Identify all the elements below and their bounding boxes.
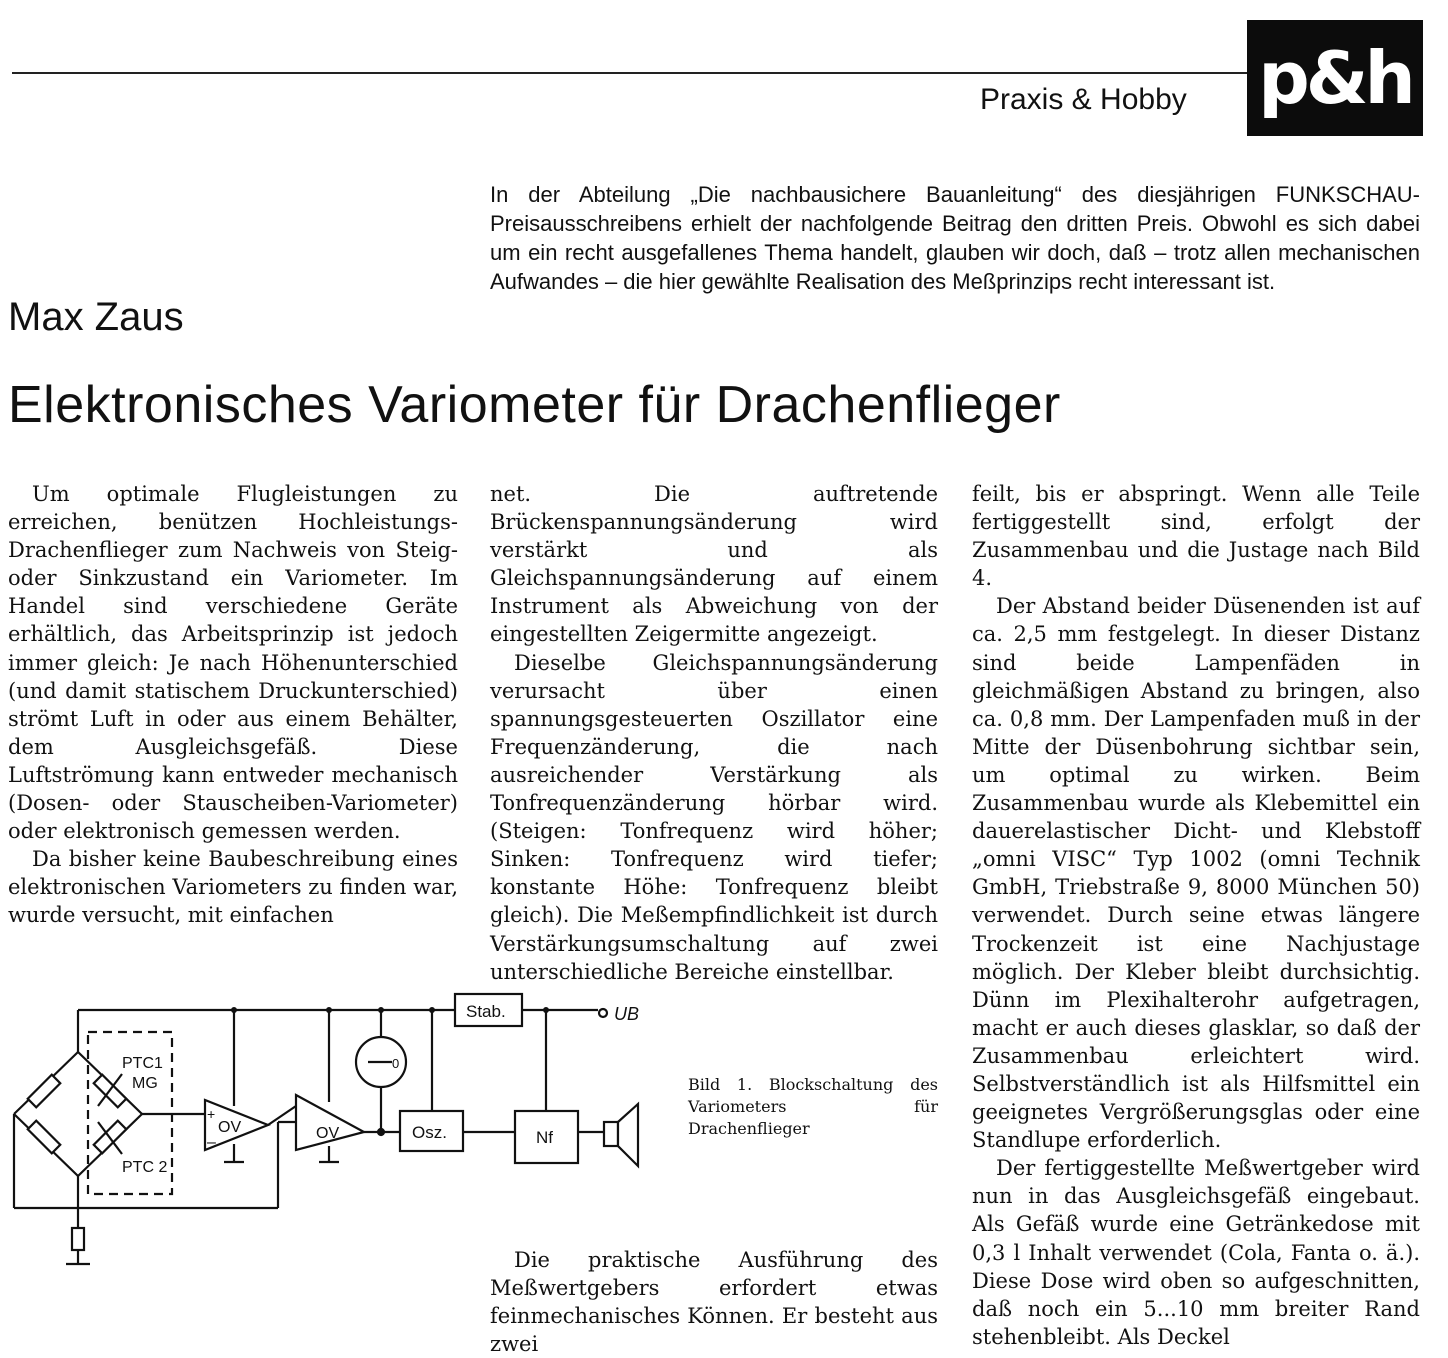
paragraph: feilt, bis er abspringt. Wenn alle Teile fertiggestellt sind, erfolgt der Zusammenbau und die Justage nach Bild 4.: [972, 482, 1420, 591]
speaker-icon: [604, 1104, 638, 1166]
label-nf: Nf: [536, 1128, 553, 1147]
header-rule: [12, 72, 1247, 74]
figure-caption: Bild 1. Blockschaltung des Variometers für Drachenflieger: [688, 1075, 938, 1138]
label-ptc2: PTC 2: [122, 1159, 168, 1176]
article-intro: In der Abteilung „Die nachbausichere Bauanleitung“ des diesjährigen FUNKSCHAU-Preisausschreibens erhielt der nachfolgende Beitrag den dritten Preis. Obwohl es sich dabei um ein recht ausgefallenes Thema handelt, glauben wir doch, daß – trotz allen mechanischen Aufwandes – die hier gewählte Realisation des Meßprinzips recht interessant ist.: [490, 182, 1420, 294]
article-author: Max Zaus: [8, 295, 184, 339]
label-mg: MG: [132, 1075, 158, 1092]
label-ov2: OV: [316, 1125, 340, 1142]
meter-icon: [356, 1010, 406, 1135]
label-ov1: OV: [218, 1119, 242, 1136]
label-osz: Osz.: [412, 1123, 447, 1142]
magazine-logo: [1247, 20, 1423, 136]
paragraph: Die praktische Ausführung des Meßwertgebers erfordert etwas feinmechanisches Können. Er besteht aus zwei: [490, 1248, 938, 1357]
paragraph: net. Die auftretende Brückenspannungsänderung wird verstärkt und als Gleichspannungsänderung auf einem Instrument als Abweichung von der eingestellten Zeigermitte angezeigt.: [490, 482, 938, 647]
section-label: Praxis & Hobby: [980, 83, 1187, 116]
paragraph: Der Abstand beider Düsenenden ist auf ca. 2,5 mm festgelegt. In dieser Distanz sind beide Lampenfäden in gleichmäßigen Abstand zu bringen, also ca. 0,8 mm. Der Lampenfaden muß in der Mitte der Düsenbohrung sichtbar sein, um optimal zu wirken. Beim Zusammenbau wurde als Klebemittel ein dauerelastischer Dicht- und Klebstoff „omni VISC“ Typ 1002 (omni Technik GmbH, Triebstraße 9, 8000 München 50) verwendet. Durch seine etwas längere Trockenzeit ist eine Nachjustage möglich. Der Kleber bleibt durchsichtig. Dünn im Plexihalterohr aufgetragen, macht er auch dieses glasklar, so daß der Zusammenbau erleichtert wird. Selbstverständlich ist als Hilfsmittel ein geeignetes Vergrößerungsglas oder eine Standlupe erforderlich.: [972, 594, 1420, 1153]
paragraph: Um optimale Flugleistungen zu erreichen, benützen Hochleistungs-Drachenflieger zum Nachweis von Steig- oder Sinkzustand ein Variometer. Im Handel sind verschiedene Geräte erhältlich, das Arbeitsprinzip ist jedoch immer gleich: Je nach Höhenunterschied (und damit statischem Druckunterschied) strömt Luft in oder aus einem Behälter, dem Ausgleichsgefäß. Diese Luftströmung kann entweder mechanisch (Dosen- oder Stauscheiben-Variometer) oder elektronisch gemessen werden.: [8, 482, 458, 844]
label-meter-zero: 0: [392, 1056, 400, 1071]
amplifier-block: [515, 1010, 604, 1163]
label-ub: UB: [614, 1004, 640, 1024]
logo-text: p&h: [1258, 36, 1412, 120]
paragraph: Da bisher keine Baubeschreibung eines elektronischen Variometers zu finden war, wurde versucht, mit einfachen: [8, 847, 458, 928]
text-column-3: [972, 480, 1420, 1351]
paragraph: Der fertiggestellte Meßwertgeber wird nun in das Ausgleichsgefäß eingebaut. Als Gefäß wurde eine Getränkedose mit 0,3 l Inhalt verwendet (Cola, Fanta o. ä.). Diese Dose wird oben so aufgeschnitten, daß noch ein 5...10 mm breiter Rand stehenbleibt. Als Deckel: [972, 1156, 1420, 1349]
block-diagram: [0, 980, 680, 1280]
text-column-1: [8, 480, 458, 930]
opamp-1: [205, 1010, 296, 1162]
label-plus: +: [207, 1106, 216, 1122]
text-column-2: [490, 480, 938, 986]
label-ptc1: PTC1: [122, 1055, 163, 1072]
article-title: Elektronisches Variometer für Drachenflieger: [8, 376, 1061, 434]
label-minus: –: [207, 1134, 216, 1151]
paragraph: Dieselbe Gleichspannungsänderung verursacht über einen spannungsgesteuerten Oszillator eine Frequenzänderung, die nach ausreichender Verstärkung als Tonfrequenzänderung hörbar wird. (Steigen: Tonfrequenz wird höher; Sinken: Tonfrequenz wird tiefer; konstante Höhe: Tonfrequenz bleibt gleich). Die Meßempfindlichkeit ist durch Verstärkungsumschaltung auf zwei unterschiedliche Bereiche einstellbar.: [490, 650, 938, 984]
label-stab: Stab.: [466, 1002, 506, 1021]
